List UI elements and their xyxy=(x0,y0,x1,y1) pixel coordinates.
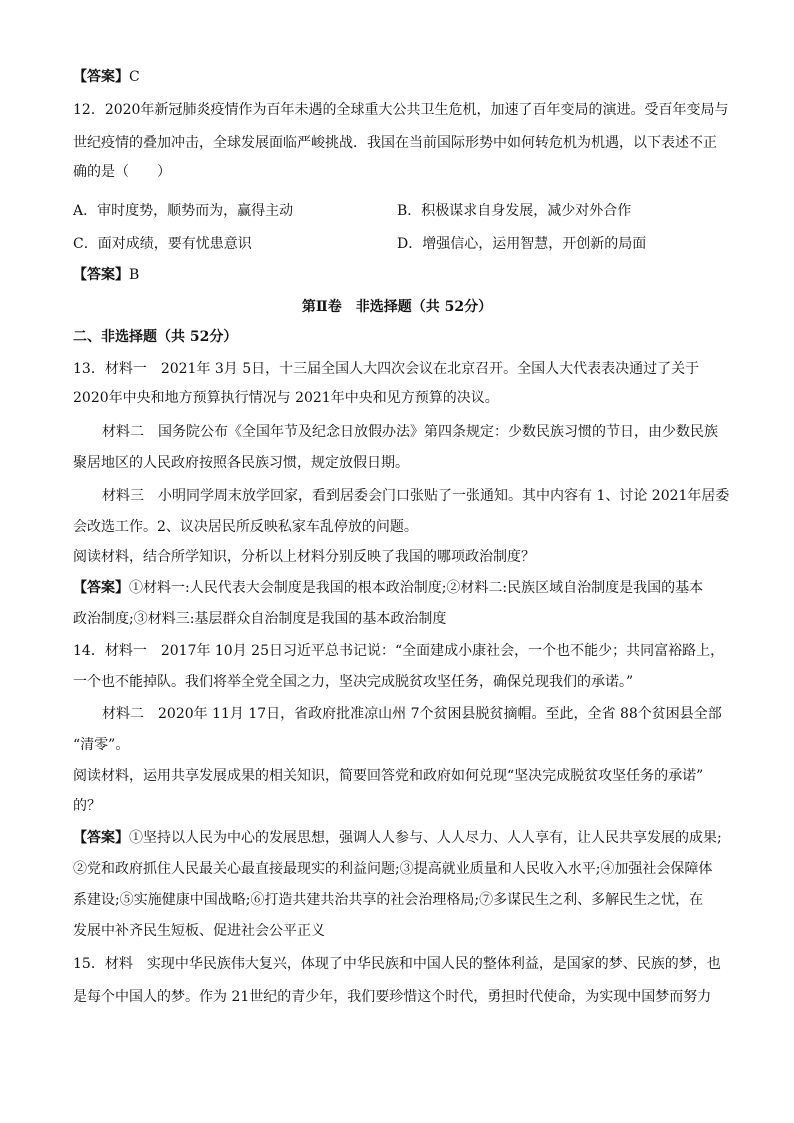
q11-answer xyxy=(73,68,723,86)
q13-question: 阅读材料，结合所学知识，分析以上材料分别反映了我国的哪项政治制度？ xyxy=(73,549,535,565)
q12-option-c: C．面对成绩，要有忧患意识 xyxy=(73,236,252,252)
answer-label: 【答案】 xyxy=(73,69,129,85)
q12-answer xyxy=(73,266,723,284)
answer-value: B xyxy=(129,267,140,283)
answer-text: ①材料一:人民代表大会制度是我国的根本政治制度;②材料二:民族区域自治制度是我国的基本 xyxy=(129,580,704,596)
answer-label: 【答案】 xyxy=(73,830,129,846)
q14-answer-line-1 xyxy=(73,829,723,847)
q13-material-2-line-1: 材料二 国务院公布《全国年节及纪念日放假办法》第四条规定：少数民族习惯的节日，由少数民族 xyxy=(102,424,718,440)
q12-option-a: A．审时度势，顺势而为，赢得主动 xyxy=(73,203,294,219)
q14-material-2-line-1: 材料二 2020年 11月 17日，省政府批准凉山州 7个贫困县脱贫摘帽。至此，全省 88个贫困县全部 xyxy=(102,706,722,722)
answer-text: ①坚持以人民为中心的发展思想，强调人人参与、人人尽力、人人享有，让人民共享发展的成果; xyxy=(129,830,722,846)
q13-answer-line-1 xyxy=(73,579,723,597)
q14-material-1-line-1: 14．材料一 2017年 10月 25日习近平总书记说：“全面建成小康社会，一个也不能少；共同富裕路上， xyxy=(73,643,725,659)
q14-answer-line-4: 发展中补齐民生短板、促进社会公平正义 xyxy=(73,923,325,939)
q14-question-line-1: 阅读材料，运用共享发展成果的相关知识，简要回答党和政府如何兑现“坚决完成脱贫攻坚任务的承诺” xyxy=(73,768,704,784)
answer-label: 【答案】 xyxy=(73,267,129,283)
q13-material-1-line-1: 13．材料一 2021年 3月 5日，十三届全国人大四次会议在北京召开。全国人大代表表决通过了关于 xyxy=(73,361,700,377)
q15-line-1: 15．材料 实现中华民族伟大复兴，体现了中华民族和中国人民的整体利益，是国家的梦、民族的梦，也 xyxy=(73,956,721,972)
q14-answer-line-3: 系建设;⑤实施健康中国战略;⑥打造共建共治共享的社会治理格局;⑦多谋民生之利、多解民生之忧，在 xyxy=(73,892,704,908)
q14-material-1-line-2: 一个也不能掉队。我们将举全党全国之力，坚决完成脱贫攻坚任务，确保兑现我们的承诺。” xyxy=(73,674,634,690)
q13-material-3-line-2: 会改选工作。2、议决居民所反映私家车乱停放的问题。 xyxy=(73,519,418,535)
q14-question-line-2: 的？ xyxy=(73,798,101,814)
answer-value: C xyxy=(129,69,140,85)
part-2-heading: 二、非选择题（共 52分） xyxy=(73,329,238,345)
q13-material-3-line-1: 材料三 小明同学周末放学回家，看到居委会门口张贴了一张通知。其中内容有 1、讨论 2021年居委 xyxy=(102,488,730,504)
q14-material-2-line-2: “清零”。 xyxy=(73,737,130,753)
q12-option-b: B．积极谋求自身发展，减少对外合作 xyxy=(397,203,632,219)
q13-answer-line-2: 政治制度;③材料三:基层群众自治制度是我国的基本政治制度 xyxy=(73,611,447,627)
q12-option-d: D．增强信心，运用智慧，开创新的局面 xyxy=(397,236,647,252)
q12-line-3: 确的是（ ） xyxy=(73,164,171,180)
q12-line-2: 世纪疫情的叠加冲击，全球发展面临严峻挑战．我国在当前国际形势中如何转危机为机遇，以下表述不正 xyxy=(73,135,717,151)
q15-line-2: 是每个中国人的梦。作为 21世纪的青少年，我们要珍惜这个时代，勇担时代使命，为实现中国梦而努力 xyxy=(73,989,712,1005)
q14-answer-line-2: ②党和政府抓住人民最关心最直接最现实的利益问题;③提高就业质量和人民收入水平;④加强社会保障体 xyxy=(73,861,713,877)
answer-label: 【答案】 xyxy=(73,580,129,596)
section-2-title: 第Ⅱ卷 非选择题（共 52分） xyxy=(301,299,493,315)
q13-material-1-line-2: 2020年中央和地方预算执行情况与 2021年中央和见方预算的决议。 xyxy=(73,390,499,406)
q13-material-2-line-2: 聚居地区的人民政府按照各民族习惯，规定放假日期。 xyxy=(73,455,409,471)
q12-line-1: 12．2020年新冠肺炎疫情作为百年未遇的全球重大公共卫生危机，加速了百年变局的演进。受百年变局与 xyxy=(73,102,729,118)
